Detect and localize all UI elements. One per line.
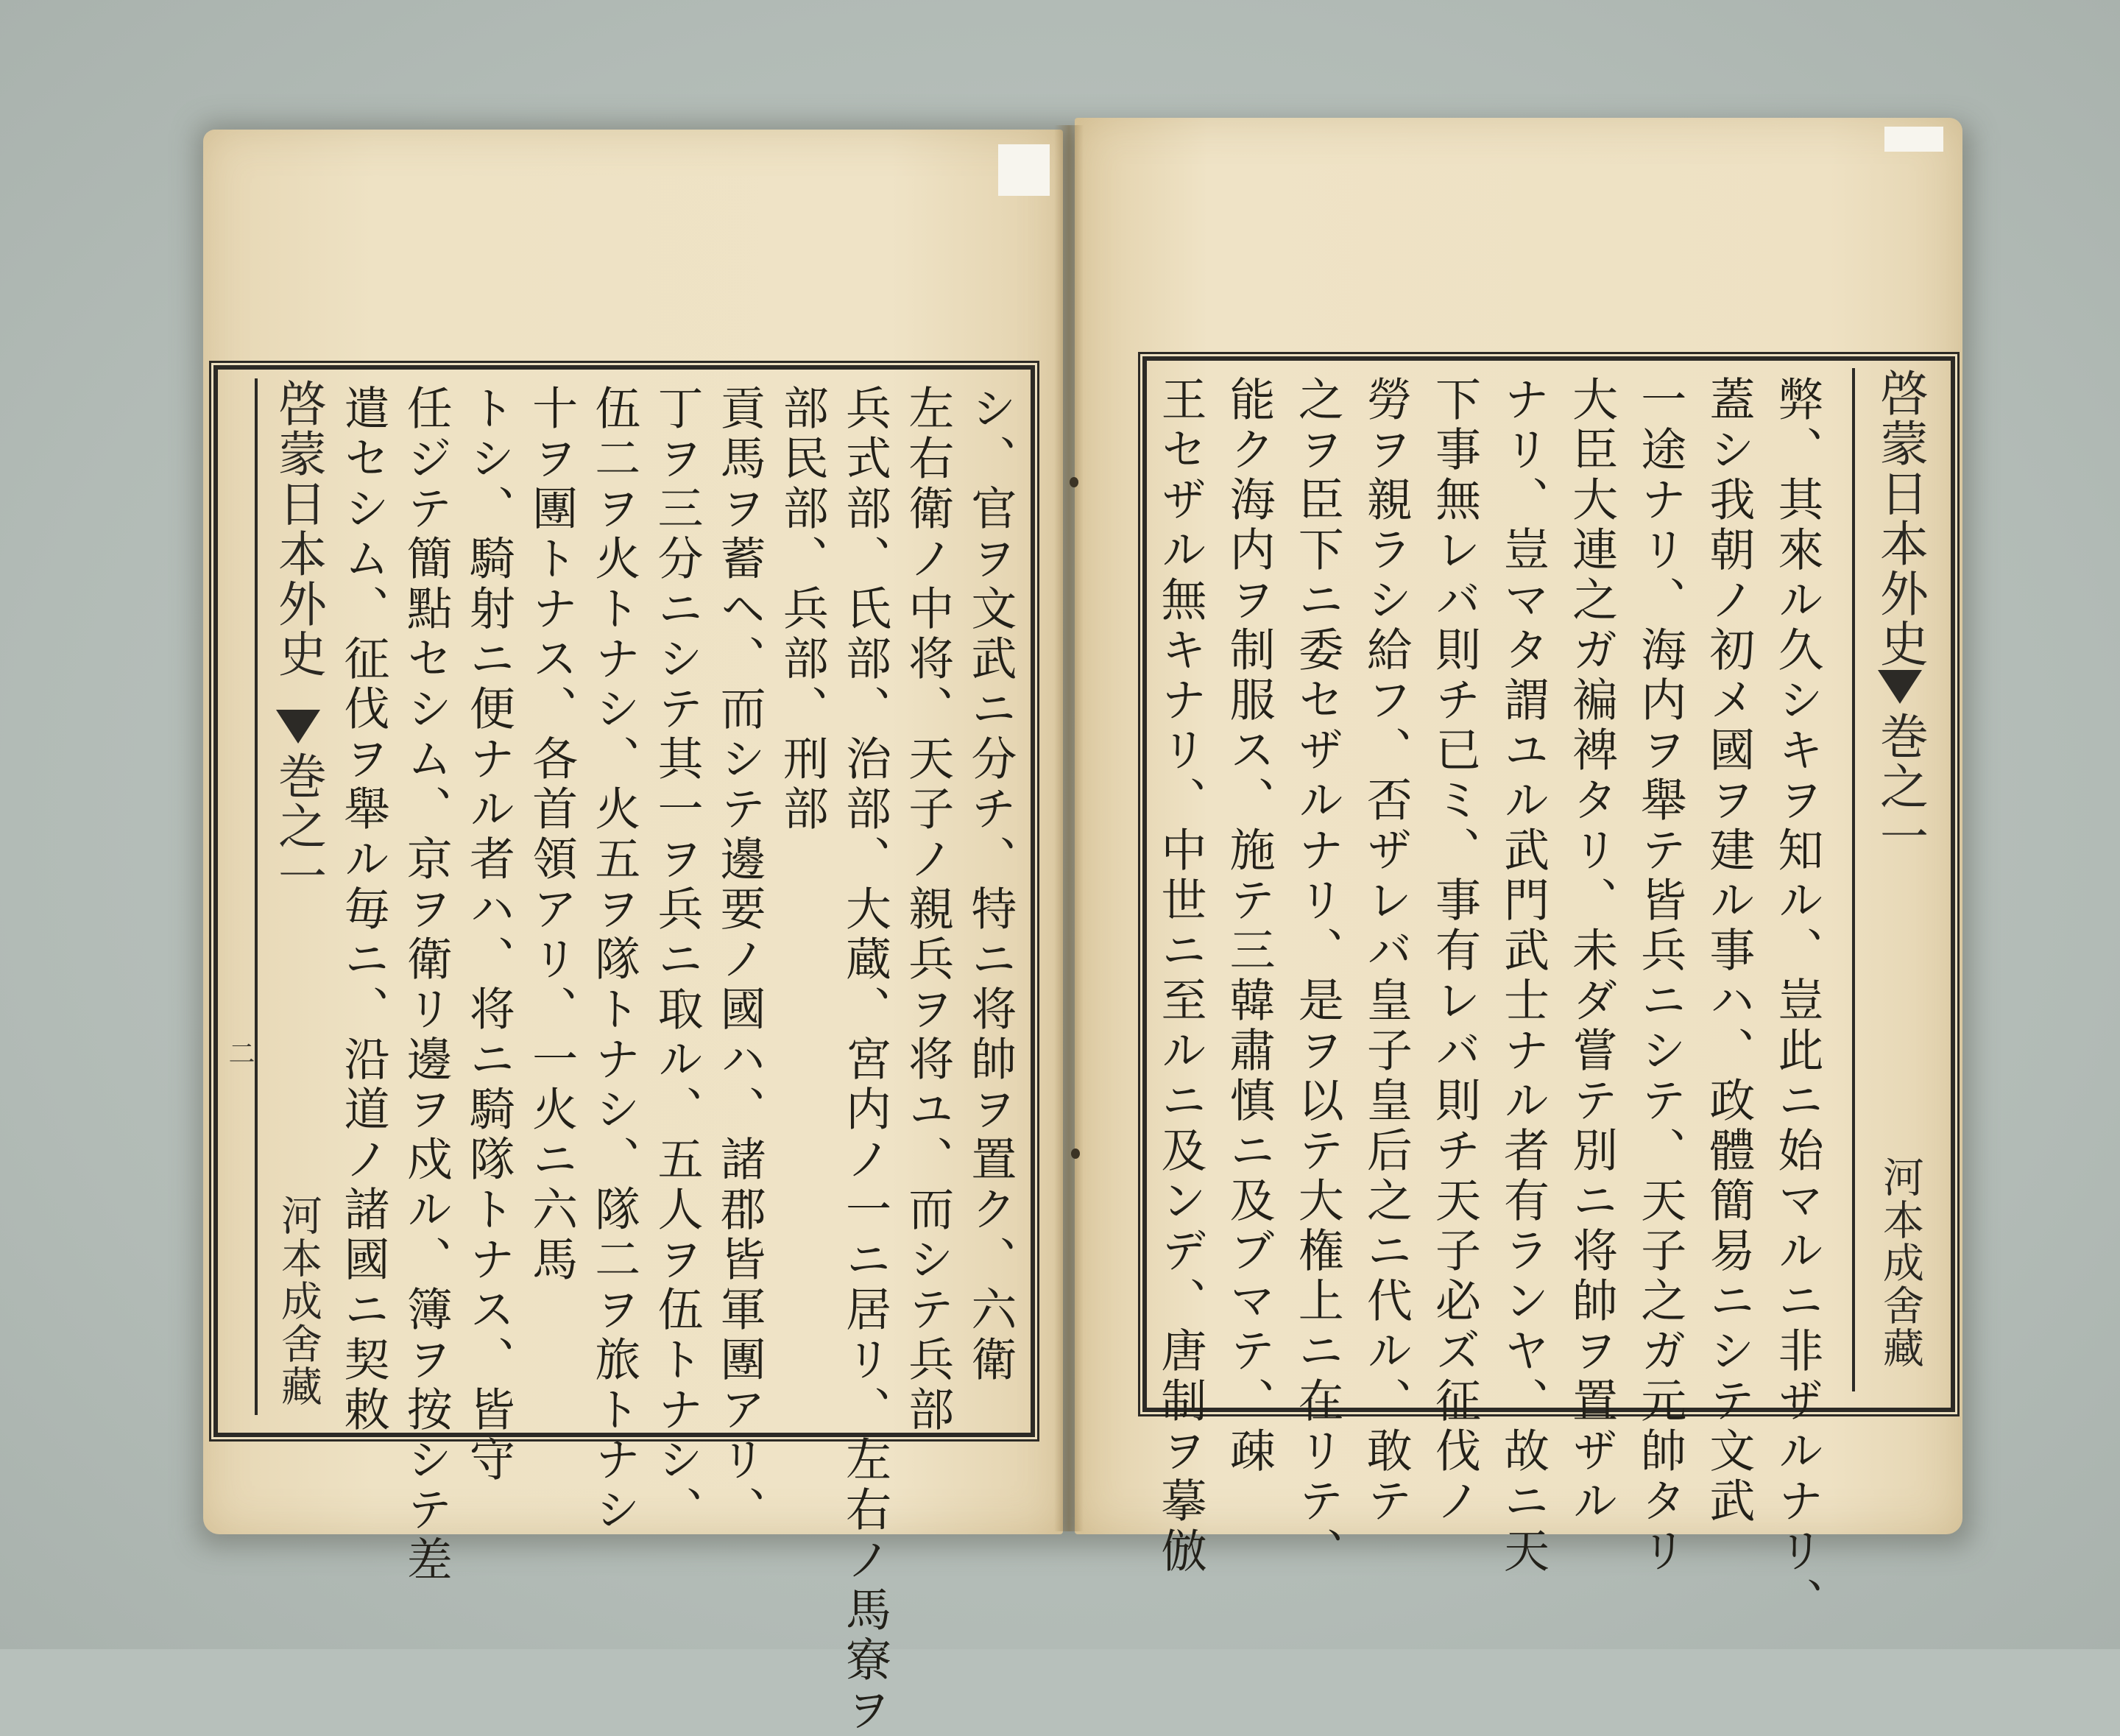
right-header-title: 啓蒙日本外史 bbox=[1871, 368, 1929, 668]
left-text-column: 遣セシム、征伐ヲ舉ル毎ニ、沿道ノ諸國ニ契敕 bbox=[336, 384, 390, 1436]
paper-slip bbox=[998, 144, 1050, 196]
right-text-column: ナリ、豈マタ謂ユル武門武士ナル者有ランヤ、故ニ天 bbox=[1496, 375, 1550, 1577]
right-text-column: 能ク海内ヲ制服ス、施テ三韓肅慎ニ及ブマテ、疎 bbox=[1222, 375, 1276, 1477]
right-text-column: 蓋シ我朝ノ初メ國ヲ建ル事ハ、政體簡易ニシテ文武 bbox=[1701, 375, 1756, 1527]
left-header-title: 啓蒙日本外史 bbox=[269, 378, 327, 679]
binding-hole bbox=[1071, 1148, 1080, 1159]
right-publisher: 河本成舍藏 bbox=[1876, 1156, 1924, 1369]
right-text-column: 弊、其來ル久シキヲ知ル、豈此ニ始マルニ非ザルナリ、 bbox=[1770, 375, 1824, 1627]
binding-hole bbox=[1070, 477, 1078, 487]
right-header-volume: 巻之一 bbox=[1871, 711, 1929, 861]
right-text-column: 一途ナリ、海内ヲ舉テ皆兵ニシテ、天子之ガ元帥タリ bbox=[1633, 375, 1687, 1577]
right-text-column: 下事無レバ則チ已ミ、事有レバ則チ天子必ズ征伐ノ bbox=[1427, 375, 1482, 1527]
left-header-volume: 巻之一 bbox=[269, 751, 327, 901]
left-text-column: 十ヲ團トナス、各首領アリ、一火ニ六馬 bbox=[524, 384, 579, 1285]
paper-slip bbox=[1884, 127, 1943, 152]
right-text-column: 大臣大連之ガ褊裨タリ、未ダ嘗テ別ニ将帥ヲ置ザル bbox=[1564, 375, 1619, 1527]
left-text-column: トシ、騎射ニ便ナル者ハ、将ニ騎隊トナス、皆守 bbox=[462, 384, 516, 1486]
page-number: 二 bbox=[225, 1040, 255, 1066]
left-text-column: 兵式部、氏部、治部、大蔵、宮内ノ一ニ居リ、左右ノ馬寮ヲ bbox=[838, 384, 892, 1736]
left-text-column: 伍二ヲ火トナシ、火五ヲ隊トナシ、隊二ヲ旅トナシ bbox=[587, 384, 641, 1536]
right-header-column bbox=[1840, 368, 1940, 1391]
left-text-column: 左右衛ノ中将、天子ノ親兵ヲ将ユ、而シテ兵部 bbox=[900, 384, 955, 1436]
right-text-column: 勞ヲ親ラシ給フ、否ザレバ皇子皇后之ニ代ル、敢テ bbox=[1359, 375, 1413, 1527]
left-header-column bbox=[228, 378, 339, 1415]
left-text-column: 部民部、兵部、刑部 bbox=[775, 384, 830, 835]
left-publisher: 河本成舍藏 bbox=[275, 1194, 322, 1408]
fold-mark bbox=[1878, 670, 1922, 704]
left-text-body bbox=[336, 384, 1017, 1736]
left-text-column: 貢馬ヲ蓄ヘ、而シテ邊要ノ國ハ、諸郡皆軍團アリ、 bbox=[713, 384, 767, 1536]
left-text-column: 任ジテ簡點セシム、京ヲ衛リ邊ヲ戍ル、簿ヲ按シテ差 bbox=[399, 384, 453, 1586]
fold-mark bbox=[276, 710, 320, 744]
left-text-column: シ、官ヲ文武ニ分チ、特ニ将帥ヲ置ク、六衛 bbox=[963, 384, 1017, 1386]
book-gutter bbox=[1054, 125, 1084, 1531]
right-text-body bbox=[1153, 375, 1824, 1627]
left-text-column: 丁ヲ三分ニシテ其一ヲ兵ニ取ル、五人ヲ伍トナシ、 bbox=[649, 384, 704, 1536]
right-text-column: 王セザル無キナリ、中世ニ至ルニ及ンデ、唐制ヲ摹倣 bbox=[1153, 375, 1207, 1577]
right-text-column: 之ヲ臣下ニ委セザルナリ、是ヲ以テ大権上ニ在リテ、 bbox=[1290, 375, 1345, 1577]
